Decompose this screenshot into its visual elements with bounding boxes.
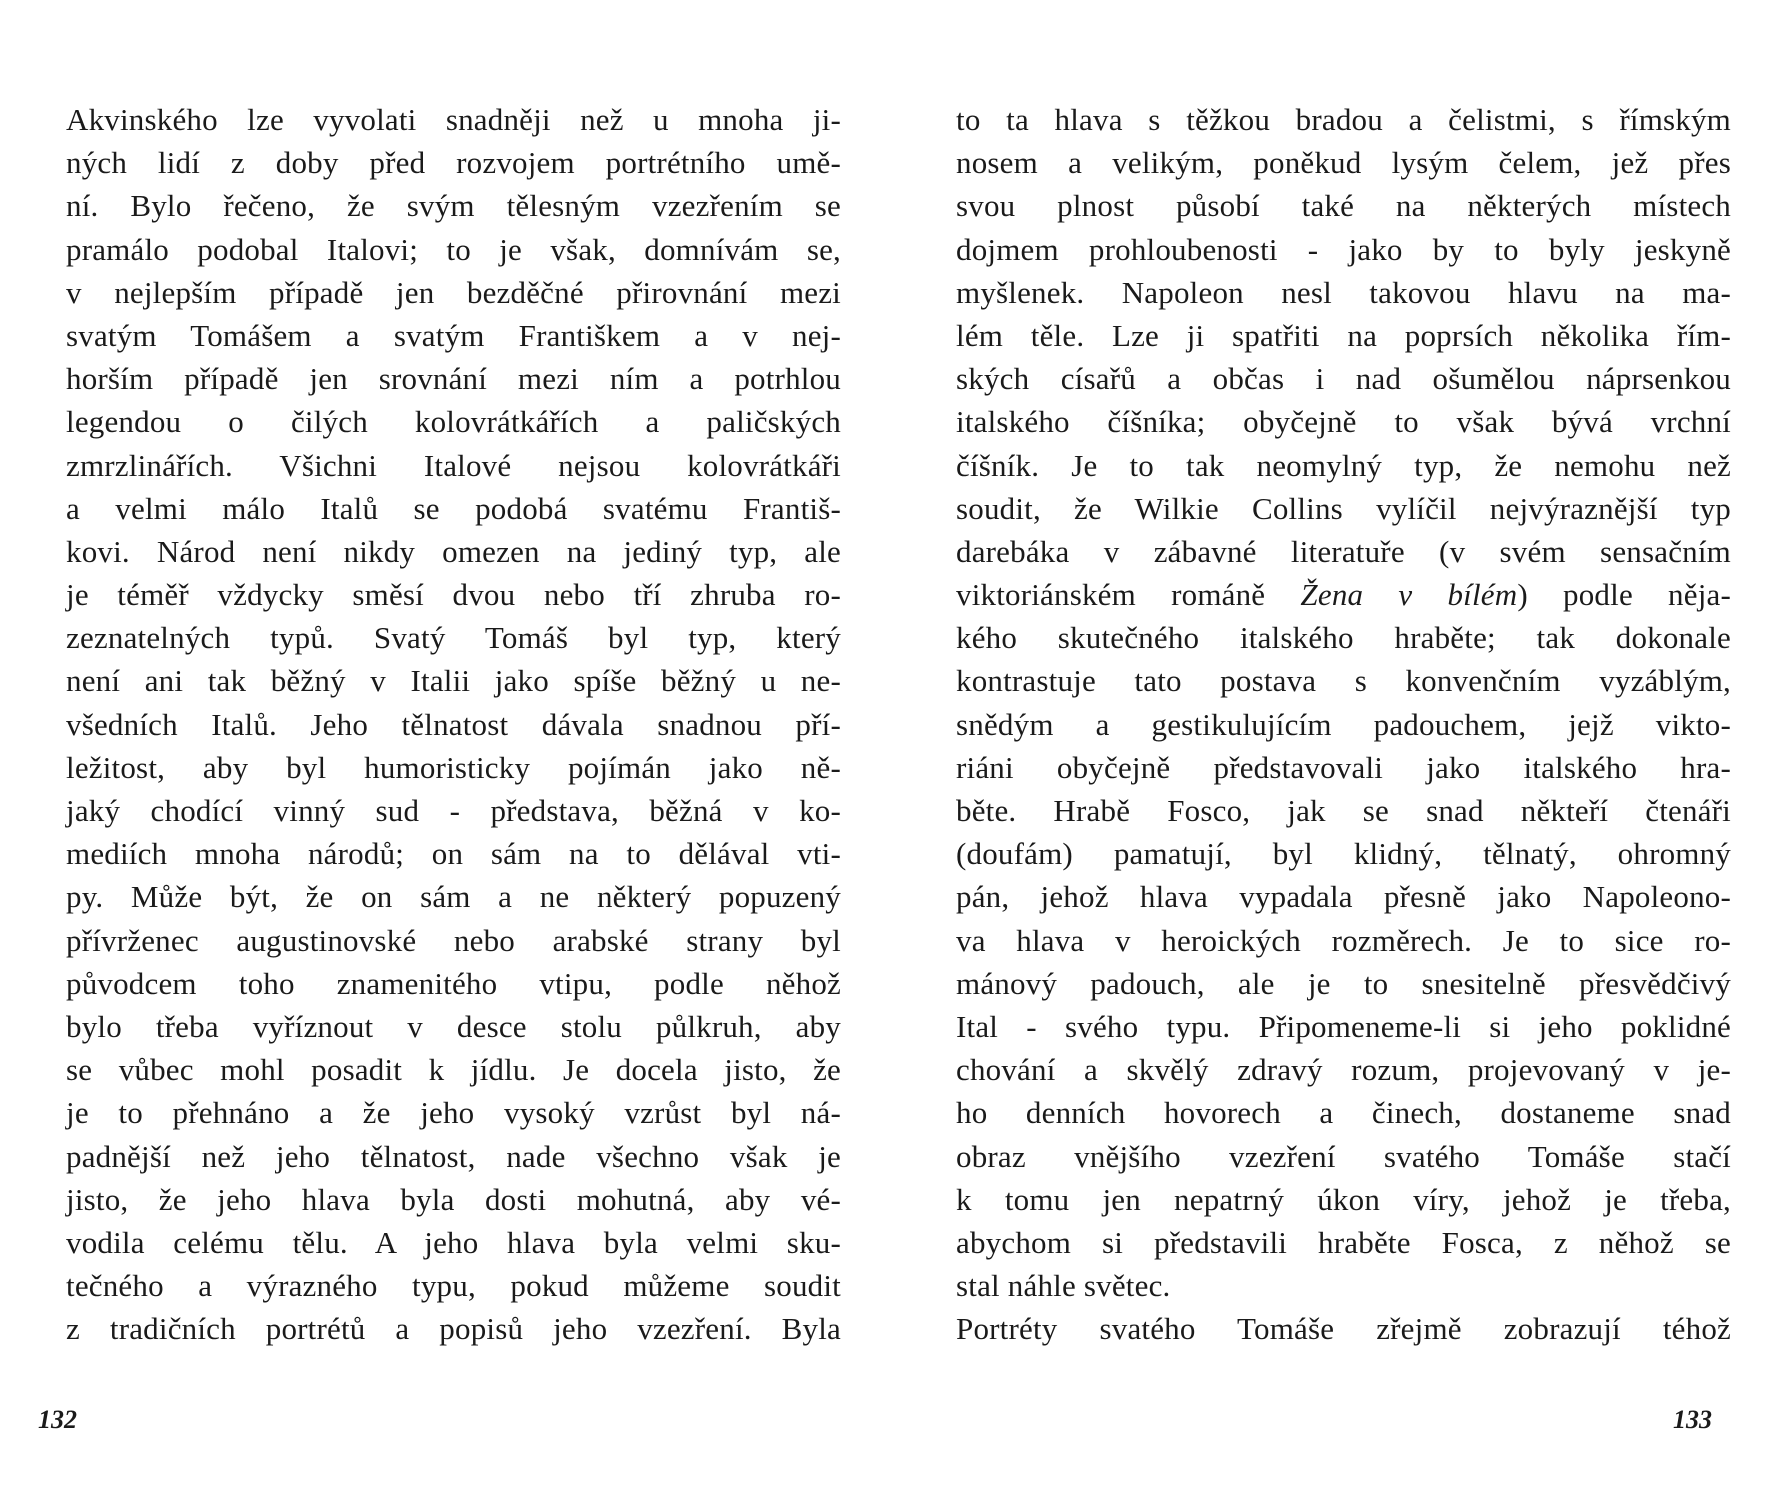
- text-line: darebáka v zábavné literatuře (v svém sensačním: [956, 533, 1731, 569]
- right-page: [893, 0, 1786, 1500]
- text-line: ho denních hovorech a činech, dostaneme snad: [956, 1095, 1731, 1131]
- text-line: se vůbec mohl posadit k jídlu. Je docela jisto, že: [66, 1052, 841, 1088]
- text-line: pramálo podobal Italovi; to je však, domnívám se,: [66, 231, 841, 267]
- text-line: běte. Hrabě Fosco, jak se snad někteří čtenáři: [956, 793, 1731, 828]
- text-line: legendou o čilých kolovrátkářích a paličských: [66, 404, 841, 440]
- text-line: py. Může být, že on sám a ne některý popuzený: [66, 879, 841, 915]
- text-line: dojmem prohloubenosti - jako by to byly jeskyně: [956, 231, 1731, 267]
- text-line: myšlenek. Napoleon nesl takovou hlavu na ma-: [956, 274, 1731, 310]
- text-line: soudit, že Wilkie Collins vylíčil nejvýraznější typ: [956, 490, 1731, 526]
- text-line: z tradičních portrétů a popisů jeho vzezření. Byla: [66, 1311, 841, 1347]
- text-line: kontrastuje tato postava s konvenčním vyzáblým,: [956, 663, 1731, 699]
- text-line: obraz vnějšího vzezření svatého Tomáše stačí: [956, 1138, 1731, 1174]
- text-line: zeznatelných typů. Svatý Tomáš byl typ, který: [66, 620, 841, 656]
- text-line: Akvinského lze vyvolati snadněji než u mnoha ji-: [66, 102, 841, 137]
- right-page-text: [956, 98, 1731, 1350]
- left-page-text: [66, 98, 841, 1350]
- text-segment: viktoriánském románě: [956, 577, 1301, 613]
- text-line: je téměř vždycky směsí dvou nebo tří zhruba ro-: [66, 577, 841, 613]
- text-line: k tomu jen nepatrný úkon víry, jehož je třeba,: [956, 1181, 1731, 1217]
- text-line: nosem a velikým, poněkud lysým čelem, jež přes: [956, 145, 1731, 181]
- right-page-number: 133: [1673, 1405, 1712, 1434]
- text-line: abychom si představili hraběte Fosca, z něhož se: [956, 1224, 1731, 1260]
- text-segment: ) podle něja-: [1517, 577, 1732, 613]
- text-line: číšník. Je to tak neomylný typ, že nemohu než: [956, 447, 1731, 483]
- text-line: ní. Bylo řečeno, že svým tělesným vzezřením se: [66, 188, 841, 224]
- text-line: Portréty svatého Tomáše zřejmě zobrazují téhož: [956, 1311, 1731, 1347]
- text-line: ných lidí z doby před rozvojem portrétního umě-: [66, 145, 841, 181]
- left-page-number: 132: [38, 1405, 77, 1434]
- text-line-with-title: [956, 573, 1731, 616]
- text-line: pán, jehož hlava vypadala přesně jako Napoleono-: [956, 879, 1731, 915]
- text-line: kého skutečného italského hraběte; tak dokonale: [956, 620, 1731, 656]
- text-line: horším případě jen srovnání mezi ním a potrhlou: [66, 361, 841, 397]
- text-line: chování a skvělý zdravý rozum, projevovaný v je-: [956, 1052, 1731, 1088]
- text-line: všedních Italů. Jeho tělnatost dávala snadnou pří-: [66, 706, 841, 742]
- text-line: jaký chodící vinný sud - představa, běžná v ko-: [66, 793, 841, 828]
- text-line: va hlava v heroických rozměrech. Je to sice ro-: [956, 922, 1731, 958]
- text-line: stal náhle světec.: [956, 1268, 1171, 1304]
- text-line: ských císařů a občas i nad ošumělou náprsenkou: [956, 361, 1731, 397]
- text-line: svatým Tomášem a svatým Františkem a v nej-: [66, 317, 841, 353]
- text-line: není ani tak běžný v Italii jako spíše běžný u ne-: [66, 663, 841, 699]
- text-line: vodila celému tělu. A jeho hlava byla velmi sku-: [66, 1224, 841, 1260]
- text-line: bylo třeba vyříznout v desce stolu půlkruh, aby: [66, 1008, 841, 1044]
- text-line: snědým a gestikulujícím padouchem, jejž vikto-: [956, 706, 1731, 742]
- text-line: italského číšníka; obyčejně to však bývá vrchní: [956, 404, 1731, 440]
- text-line: padnější než jeho tělnatost, nade všechno však je: [66, 1138, 841, 1174]
- text-line: mánový padouch, ale je to snesitelně přesvědčivý: [956, 965, 1731, 1001]
- text-line: (doufám) pamatují, byl klidný, tělnatý, ohromný: [956, 836, 1731, 872]
- text-line: to ta hlava s těžkou bradou a čelistmi, s římským: [956, 102, 1731, 137]
- text-line: jisto, že jeho hlava byla dosti mohutná, aby vé-: [66, 1181, 841, 1217]
- text-line: kovi. Národ není nikdy omezen na jediný typ, ale: [66, 533, 841, 569]
- text-line: je to přehnáno a že jeho vysoký vzrůst byl ná-: [66, 1095, 841, 1131]
- text-line: v nejlepším případě jen bezděčné přirovnání mezi: [66, 274, 841, 310]
- text-line: původcem toho znamenitého vtipu, podle něhož: [66, 965, 841, 1001]
- text-line: přívrženec augustinovské nebo arabské strany byl: [66, 922, 841, 958]
- text-line: tečného a výrazného typu, pokud můžeme soudit: [66, 1268, 841, 1304]
- text-line: mediích mnoha národů; on sám na to dělával vti-: [66, 836, 841, 872]
- text-line: svou plnost působí také na některých místech: [956, 188, 1731, 224]
- text-line: zmrzlinářích. Všichni Italové nejsou kolovrátkáři: [66, 447, 841, 483]
- novel-title: Žena v bílém: [1300, 577, 1518, 613]
- text-line: lém těle. Lze ji spatřiti na poprsích několika řím-: [956, 317, 1731, 353]
- text-line: ležitost, aby byl humoristicky pojímán jako ně-: [66, 749, 841, 785]
- text-line: Ital - svého typu. Připomeneme-li si jeho poklidné: [956, 1008, 1731, 1044]
- text-line: a velmi málo Italů se podobá svatému Františ-: [66, 490, 841, 526]
- text-line: riáni obyčejně představovali jako italského hra-: [956, 749, 1731, 785]
